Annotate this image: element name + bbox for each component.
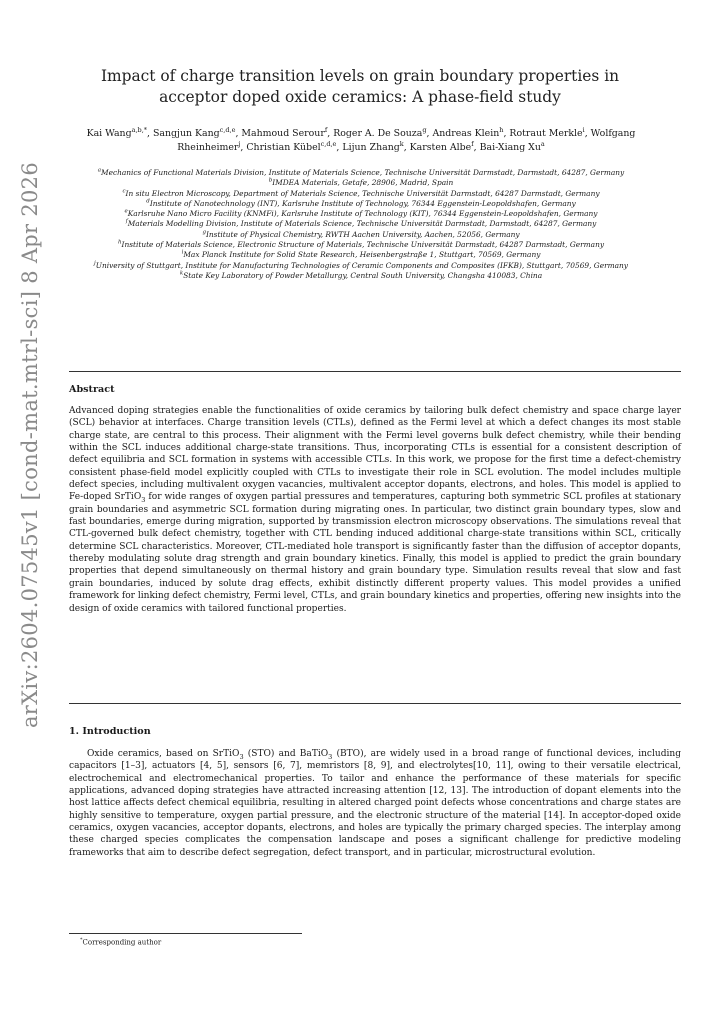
- author-name: Christian Kübel: [246, 141, 321, 153]
- intro-subscript-1: 3: [239, 752, 244, 761]
- author-name: Sangjun Kang: [153, 128, 220, 139]
- affiliation-text: Institute of Nanotechnology (INT), Karlsruhe Institute of Technology, 76344 Eggenstein-Leopoldshafen, Germany: [149, 198, 576, 208]
- author-name: Bai-Xiang Xu: [479, 141, 541, 153]
- affiliation-text: Max Planck Institute for Solid State Research, Heisenbergstraße 1, Stuttgart, 70569, Germany: [183, 250, 541, 260]
- affiliation-list: [72, 168, 650, 281]
- author-name: Rotraut Merkle: [509, 128, 583, 139]
- author: [86, 125, 148, 139]
- author-affiliation-marks: g: [422, 125, 427, 134]
- abstract-heading: Abstract: [69, 384, 115, 395]
- introduction-heading: 1. Introduction: [69, 726, 151, 737]
- affiliation-text: University of Stuttgart, Institute for Manufacturing Technologies of Ceramic Components and Composites (IFKB), Stuttgart, 70569, Germany: [95, 260, 628, 270]
- affiliation: [72, 209, 650, 219]
- affiliation: [72, 240, 650, 250]
- affiliation-mark: d: [146, 198, 150, 205]
- author: [246, 139, 337, 153]
- abstract-text: [69, 405, 681, 615]
- author: [153, 125, 236, 139]
- affiliation-mark: e: [124, 208, 128, 215]
- author: [432, 125, 504, 139]
- affiliation-text: Mechanics of Functional Materials Division, Institute of Materials Science, Technische Universität Darmstadt, Darmstadt, 64287, Germany: [101, 168, 625, 177]
- affiliation-text: Karlsruhe Nano Micro Facility (KNMFi), Karlsruhe Institute of Technology (KIT), 76344 Eggenstein-Leopoldshafen, Germany: [127, 209, 598, 219]
- affiliation-mark: f: [125, 219, 128, 226]
- author-affiliation-marks: a,b,*: [131, 125, 148, 134]
- paper-title: Impact of charge transition levels on grain boundary properties in acceptor doped oxide ceramics: A phase-field study: [100, 67, 620, 106]
- author: [342, 139, 404, 153]
- affiliation-text: IMDEA Materials, Getafe, 28906, Madrid, Spain: [272, 178, 454, 188]
- author-affiliation-marks: a: [540, 139, 545, 148]
- introduction-paragraph: [69, 748, 681, 859]
- affiliation-mark: k: [179, 270, 184, 277]
- abstract-top-rule: [69, 371, 681, 372]
- affiliation-text: Institute of Physical Chemistry, RWTH Aachen University, Aachen, 52056, Germany: [205, 229, 520, 239]
- author-name: Karsten Albe: [409, 141, 472, 153]
- intro-text-part-3: (BTO), are widely used in a broad range of functional devices, including capacitors [1–3], actuators [4, 5], sensors [6, 7], memristors [8, 9], and electrolytes[10, 11], owing to their versatile electrical, electrochemical and electromechanical properties. To tailor and enhance the performance of these materials for specific applications, advanced doping strategies have attracted increasing attention [12, 13]. The introduction of dopant elements into the host lattice affects defect chemical equilibria, resulting in altered charged point defects whose concentrations and charge states are highly sensitive to temperature, oxygen partial pressure, and the electronic structure of the material [14]. In acceptor-doped oxide ceramics, oxygen vacancies, acceptor dopants, electrons, and holes are typically the primary charged species. The interplay among these charged species complicates the compensation landscape and poses a significant challenge for predictive modeling frameworks that aim to describe defect segregation, defect transport, and in particular, microstructural evolution.: [69, 749, 682, 858]
- author-name: Lijun Zhang: [342, 141, 400, 153]
- affiliation: [72, 199, 650, 209]
- abstract-text-part-1: Advanced doping strategies enable the functionalities of oxide ceramics by tailoring bulk defect chemistry and space charge layer (SCL) behavior at interfaces. Charge transition levels (CTLs), defined as the Fermi level at which a defect changes its most stable charge state, are central to this process. Their alignment with the Fermi level governs bulk defect chemistry, while their bending within the SCL induces additional charge-state transitions. Thus, incorporating CTLs is essential for a consistent description of defect equilibria and SCL formation in systems with accessible CTLs. In this work, we propose for the first time a defect-chemistry consistent phase-field model explicitly coupled with CTLs to investigate their role in SCL evolution. The model includes multiple defect species, including multivalent oxygen vacancies, multivalent acceptor dopants, electrons, and holes. This model is applied to Fe-doped SrTiO: [69, 406, 681, 503]
- affiliation: [72, 168, 650, 178]
- affiliation-text: State Key Laboratory of Powder Metallurgy, Central South University, Changsha 410083, China: [183, 270, 543, 280]
- affiliation-mark: b: [268, 177, 273, 184]
- footnote-text: Corresponding author: [82, 938, 162, 947]
- author-affiliation-marks: f: [471, 139, 474, 148]
- intro-text-part-1: Oxide ceramics, based on SrTiO: [87, 749, 240, 759]
- footnote-rule: [69, 933, 302, 934]
- author: [333, 125, 427, 139]
- affiliation: [72, 261, 650, 271]
- author-name: Andreas Klein: [432, 128, 500, 139]
- affiliation: [72, 250, 650, 260]
- author-name: Roger A. De Souza: [333, 128, 423, 139]
- author-affiliation-marks: j: [238, 139, 241, 148]
- arxiv-sidebar: [10, 161, 50, 729]
- affiliation: [72, 271, 650, 281]
- affiliation-mark: a: [97, 167, 102, 174]
- affiliation-mark: j: [94, 260, 96, 267]
- affiliation: [72, 219, 650, 229]
- author: [479, 139, 545, 153]
- abstract-text-part-2: for wide ranges of oxygen partial pressures and temperatures, capturing both symmetric SCL profiles at stationary grain boundaries and asymmetric SCL formation during migrating ones. In particular, two distinct grain boundary types, slow and fast boundaries, emerge during migration, supported by transmission electron microscopy observations. The simulations reveal that CTL-governed bulk defect chemistry, together with CTL bending induced additional charge-state transitions within SCL, critically determine SCL characteristics. Moreover, CTL-mediated hole transport is significantly faster than the diffusion of acceptor dopants, thereby modulating solute drag strength and grain boundary kinetics. Finally, this model is applied to predict the grain boundary properties that depend simultaneously on thermal history and grain boundary type. Simulation results reveal that slow and fast grain boundaries, induced by solute drag effects, exhibit distinctly different property values. This model provides a unified framework for linking defect chemistry, Fermi level, CTLs, and grain boundary kinetics and properties, offering new insights into the design of oxide ceramics with tailored functional properties.: [69, 492, 681, 614]
- affiliation-mark: c: [122, 188, 126, 195]
- affiliation: [72, 178, 650, 188]
- author-name: Kai Wang: [86, 128, 132, 139]
- intro-subscript-2: 3: [328, 752, 333, 761]
- intro-text-part-2: (STO) and BaTiO: [243, 749, 329, 759]
- author-affiliation-marks: c,d,e: [320, 139, 337, 148]
- arxiv-identifier: arXiv:2604.07545v1 [cond-mat.mtrl-sci] 8 Apr 2026: [18, 161, 42, 729]
- affiliation-text: Materials Modelling Division, Institute of Materials Science, Technische Universität Darmstadt, Darmstadt, 64287, Germany: [127, 219, 597, 229]
- affiliation-text: Institute of Materials Science, Electronic Structure of Materials, Technische Universität Darmstadt, 64287 Darmstadt, Germany: [121, 240, 604, 250]
- affiliation: [72, 189, 650, 199]
- affiliation-text: In situ Electron Microscopy, Department of Materials Science, Technische Universität Darmstadt, 64287 Darmstadt, Germany: [125, 188, 600, 198]
- author: [509, 125, 585, 139]
- affiliation: [72, 230, 650, 240]
- affiliation-mark: h: [118, 239, 122, 246]
- author-affiliation-marks: c,d,e: [219, 125, 236, 134]
- author-name: Mahmoud Serour: [241, 128, 325, 139]
- author-affiliation-marks: f: [324, 125, 328, 134]
- author-affiliation-marks: k: [399, 139, 404, 148]
- abstract-bottom-rule: [69, 703, 681, 704]
- affiliation-mark: i: [181, 249, 184, 256]
- author-name: Wolfgang Rheinheimer: [177, 128, 636, 153]
- abstract-subscript: 3: [141, 496, 146, 505]
- affiliation-mark: g: [202, 229, 206, 236]
- author: [409, 139, 474, 153]
- author-affiliation-marks: h: [499, 125, 504, 134]
- author: [241, 125, 328, 139]
- footnote: [80, 937, 161, 946]
- footnote-mark: *: [80, 937, 83, 943]
- author-affiliation-marks: i: [582, 125, 585, 134]
- author-list: Kai Wang$^{a,b,*}$, Sangjun Kang$^{c,d,e}$, Mahmoud Serour$^f$, Roger A. De Souza$^g$, Andreas Klein$^h$, Rotraut Merkle$^i$, Wolfgang Rheinheimer$^j$, Christian Kübel$^{c,d,e}$, Lijun Zhang$^k$, Karsten Albe$^f$, Bai-Xiang Xu$^a$: [86, 125, 636, 153]
